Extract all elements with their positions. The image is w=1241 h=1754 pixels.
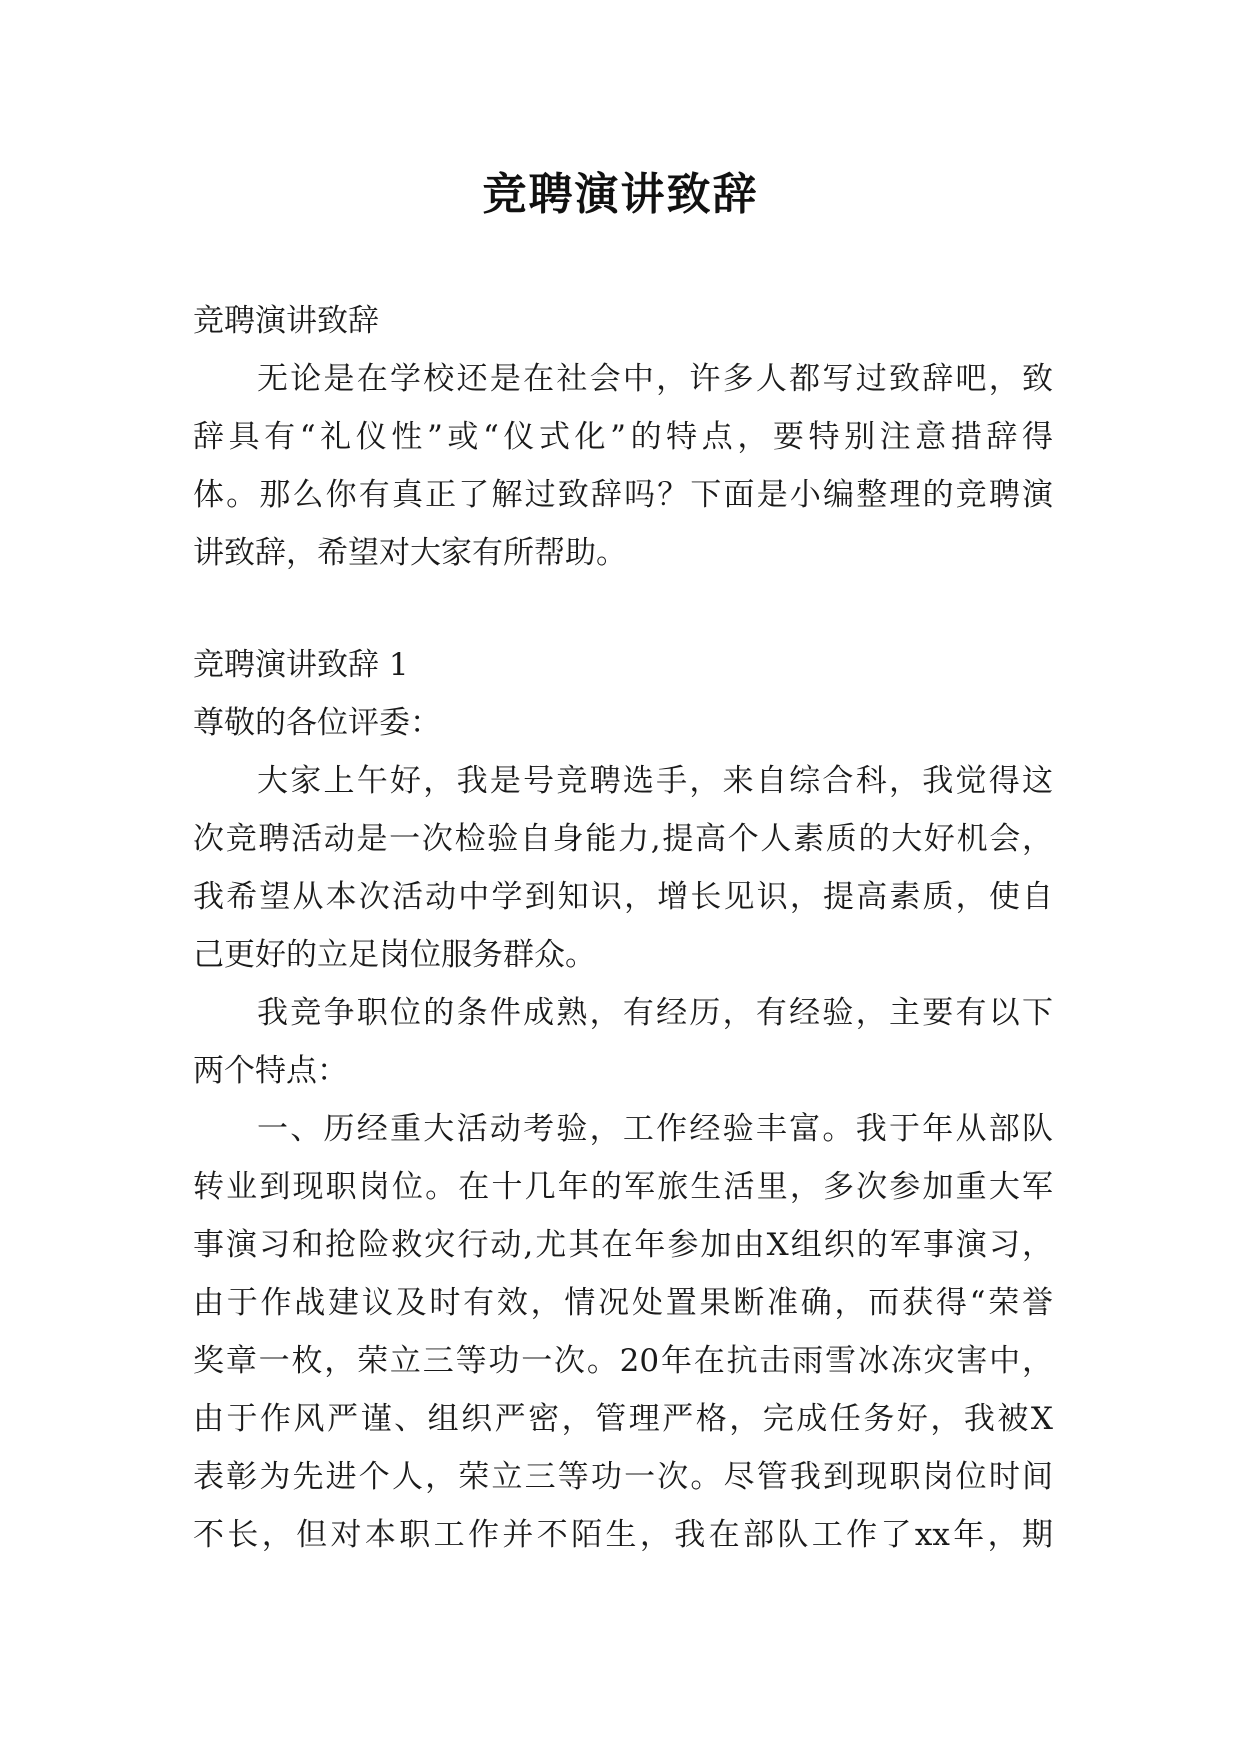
paragraph-line: 奖章一枚，荣立三等功一次。20年在抗击雨雪冰冻灾害中， — [193, 1343, 1053, 1379]
section-gap — [193, 582, 1053, 636]
document-title: 竞聘演讲致辞 — [482, 169, 759, 220]
section-heading: 竞聘演讲致辞 1 — [193, 647, 409, 683]
salutation: 尊敬的各位评委： — [193, 705, 441, 741]
paragraph-line: 己更好的立足岗位服务群众。 — [193, 937, 596, 973]
intro-line: 讲致辞，希望对大家有所帮助。 — [193, 535, 627, 571]
paragraph-line: 大家上午好，我是号竞聘选手，来自综合科，我觉得这 — [257, 763, 1053, 799]
paragraph-line: 我竞争职位的条件成熟，有经历，有经验，主要有以下 — [257, 995, 1053, 1031]
paragraph-line: 由于作战建议及时有效，情况处置果断准确，而获得“荣誉 — [193, 1285, 1053, 1321]
paragraph-line: 表彰为先进个人，荣立三等功一次。尽管我到现职岗位时间 — [193, 1459, 1053, 1495]
paragraph-line: 次竞聘活动是一次检验自身能力,提高个人素质的大好机会， — [193, 821, 1053, 857]
paragraph-line: 转业到现职岗位。在十几年的军旅生活里，多次参加重大军 — [193, 1169, 1053, 1205]
paragraph-line: 由于作风严谨、组织严密，管理严格，完成任务好，我被X — [193, 1401, 1053, 1437]
paragraph-line: 事演习和抢险救灾行动,尤其在年参加由X组织的军事演习， — [193, 1227, 1053, 1263]
paragraph-line: 两个特点： — [193, 1053, 348, 1089]
paragraph-line: 我希望从本次活动中学到知识，增长见识，提高素质，使自 — [193, 879, 1053, 915]
intro-line: 无论是在学校还是在社会中，许多人都写过致辞吧，致 — [257, 361, 1053, 397]
document-body — [193, 292, 1053, 1564]
intro-line: 辞具有“礼仪性”或“仪式化”的特点，要特别注意措辞得 — [193, 419, 1053, 455]
intro-line: 体。那么你有真正了解过致辞吗？下面是小编整理的竞聘演 — [193, 477, 1053, 513]
subtitle-line: 竞聘演讲致辞 — [193, 303, 379, 339]
paragraph-line: 一、历经重大活动考验，工作经验丰富。我于年从部队 — [257, 1111, 1053, 1147]
paragraph-line: 不长，但对本职工作并不陌生，我在部队工作了xx年，期 — [193, 1517, 1053, 1553]
